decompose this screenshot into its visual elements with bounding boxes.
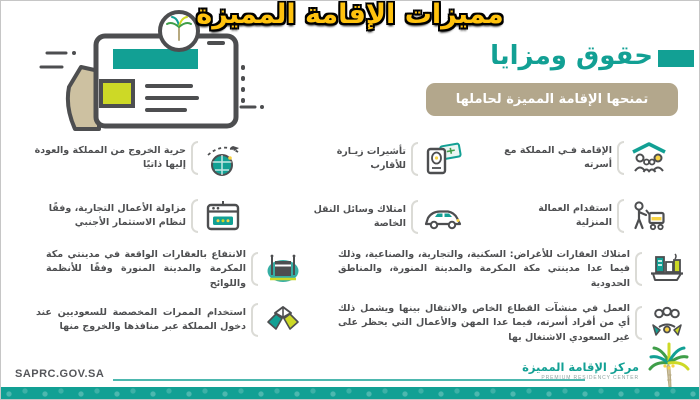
org-identity [497,361,639,381]
benefit-item-private-sector-work [333,302,687,345]
item-bracket [411,142,418,176]
hands-lanes-icon [263,302,303,338]
heading-accent-square [658,50,694,67]
benefit-item-domestic-workers [483,198,669,234]
subtitle-badge: تمنحها الإقامة المميزة لحاملها [426,83,678,116]
item-bracket [635,252,642,286]
domestic-worker-icon [629,198,669,234]
people-handshake-icon [647,305,687,341]
item-bracket [191,199,198,233]
org-name-english: PREMIUM RESIDENCY CENTER [541,374,639,381]
benefit-item-exit-return [31,140,243,176]
footer-pattern-strip [1,387,700,400]
benefit-item-residency-with-family [483,140,669,176]
page-title: مميزات الإقامة المميزة [196,0,504,30]
benefit-text: الانتفاع بالعقارات الواقعة في مدينتي مكة المكرمة والمدينة المنورة وفقًا للأنظمة واللوائح [46,249,246,289]
section-heading: حقوق ومزايا [490,41,653,71]
item-bracket [251,303,258,337]
family-home-icon [629,140,669,176]
item-bracket [617,141,624,175]
benefit-text: مزاولة الأعمال التجارية، وفقًا لنظام الاستثمار الأجنبي [48,202,186,228]
benefit-text: حرية الخروج من المملكة والعودة إليها ذاتيًا [34,144,186,170]
hand-buildings-icon [647,251,687,287]
benefit-text: امتلاك وسائل النقل الخاصة [313,203,406,229]
item-bracket [617,199,624,233]
benefit-text: امتلاك العقارات للأغراض: السكنية، والتجارية، والصناعية، وذلك فيما عدا مدينتي مكة المكرمة والمدينة المنورة، والمناطق الحدودية [338,249,630,289]
website-url: SAPRC.GOV.SA [15,368,105,380]
car-icon [423,199,463,235]
kaaba-icon [263,251,303,287]
item-bracket [635,306,642,340]
globe-plane-icon [203,140,243,176]
palm-logo-icon [642,341,696,389]
benefit-item-private-transport [291,199,463,235]
benefit-item-own-real-estate [333,248,687,291]
benefit-text: استخدام الممرات المخصصة للسعوديين عند دخول المملكة عبر منافذها والخروج منها [36,306,246,332]
benefit-item-holy-cities-property [41,248,303,291]
item-bracket [251,252,258,286]
item-bracket [191,141,198,175]
benefit-text: العمل في منشآت القطاع الخاص والانتقال بينها ويشمل ذلك أي من أفراد أسرته، فيما عدا المهن والأعمال التي يحظر على غير السعودي الاشتغال بها [338,303,630,343]
benefit-item-saudi-lanes [31,302,303,338]
visa-passport-icon [423,141,463,177]
item-bracket [411,200,418,234]
benefit-item-visit-visas [291,141,463,177]
benefit-text: الإقامة فـي المملكة مع أسرته [504,144,612,170]
org-name-arabic: مركز الإقامة المميزة [522,360,639,374]
storefront-icon [203,198,243,234]
benefit-text: تأشيرات زيـارة للأقارب [336,145,406,171]
benefit-text: استقدام العمالة المنزلية [538,202,612,228]
benefit-item-commercial-business [31,198,243,234]
